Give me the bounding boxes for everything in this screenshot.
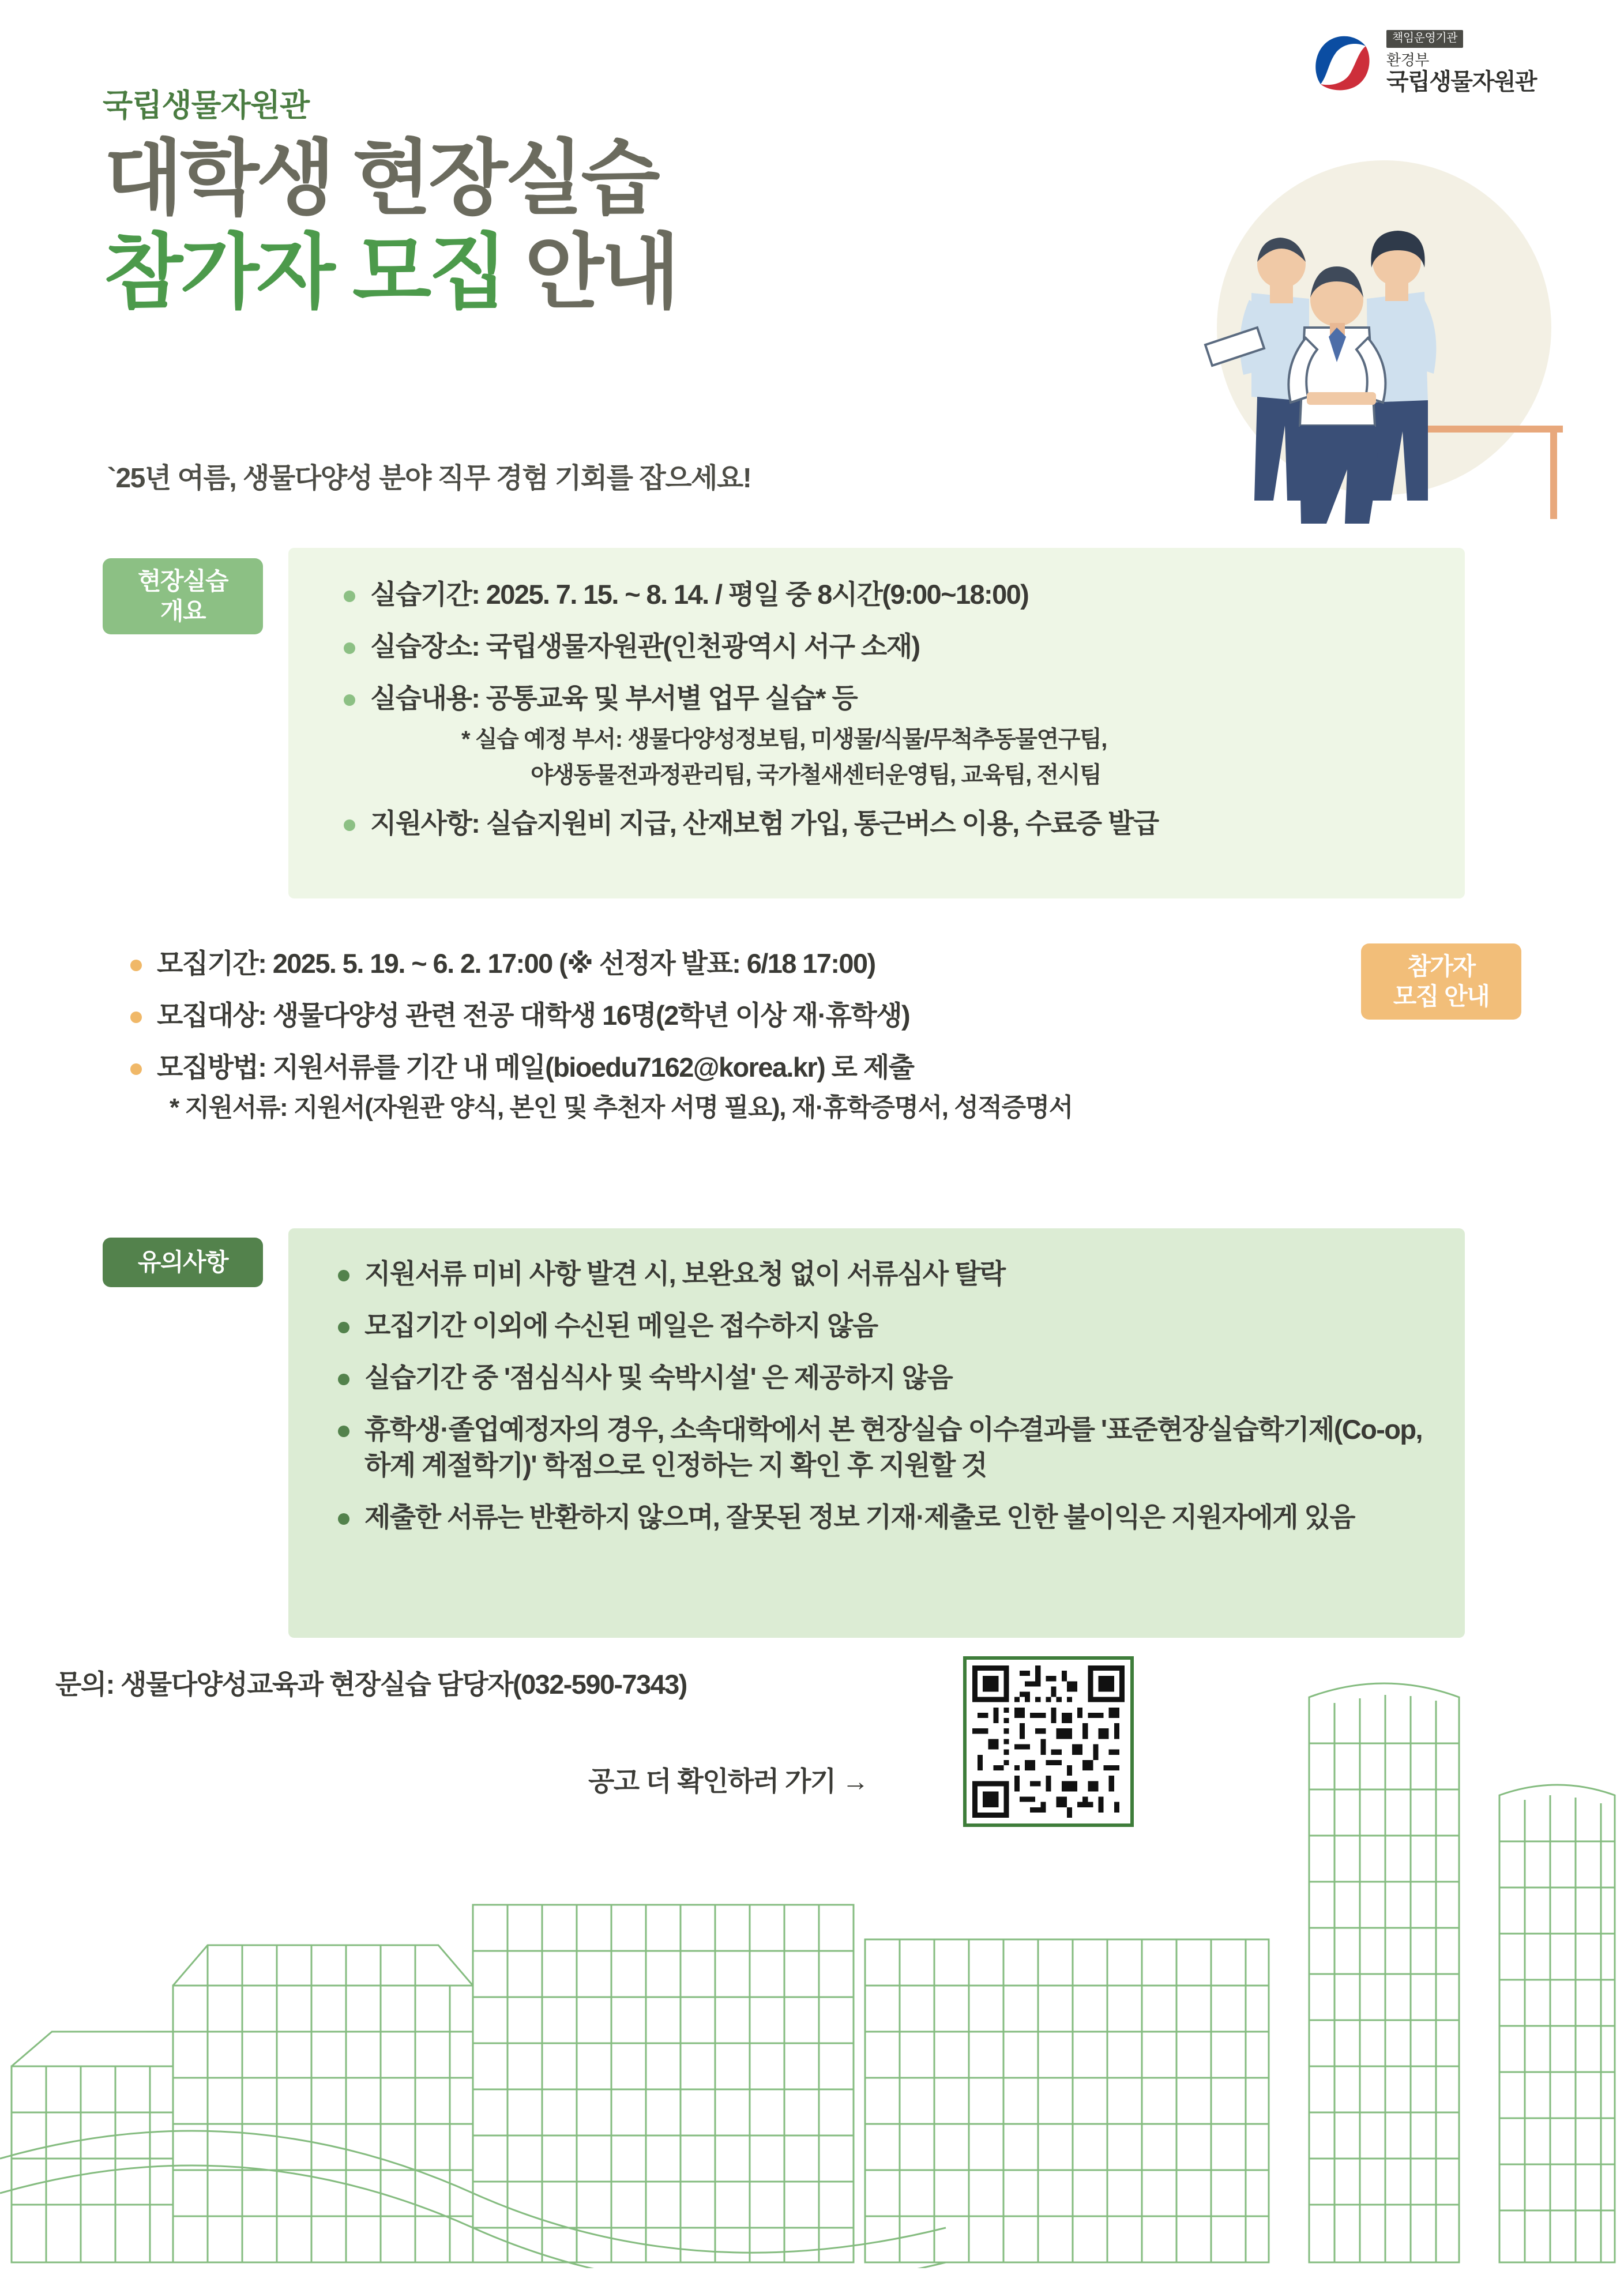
list-item: 실습기간 중 '점심식사 및 숙박시설' 은 제공하지 않음 — [334, 1360, 1453, 1396]
gov-agency: 국립생물자원관 — [1386, 69, 1536, 95]
list-item: 지원서류 미비 사항 발견 시, 보완요청 없이 서류심사 탈락 — [334, 1256, 1453, 1292]
qr-call-to-action: 공고 더 확인하러 가기 → — [588, 1766, 869, 1796]
overview-tag — [103, 558, 263, 634]
notice-tag — [103, 1238, 263, 1287]
list-item: 제출한 서류는 반환하지 않으며, 잘못된 정보 기재·제출로 인한 불이익은 지원자에게 있음 — [334, 1499, 1453, 1535]
department-note-line-2: 야생동물전과정관리팀, 국가철새센터운영팀, 교육팀, 전시팀 — [531, 762, 1102, 788]
list-item: 실습장소: 국립생물자원관(인천광역시 서구 소재) — [340, 629, 1453, 664]
list-item — [127, 1050, 1315, 1085]
recruit-tag-line-2: 모집 안내 — [1393, 983, 1490, 1010]
list-item: 모집기간 이외에 수신된 메일은 접수하지 않음 — [334, 1308, 1453, 1344]
list-item: 지원사항: 실습지원비 지급, 산재보험 가입, 통근버스 이용, 수료증 발급 — [340, 806, 1453, 841]
poster-title — [104, 133, 1113, 318]
recruit-tag — [1361, 943, 1521, 1020]
department-note-line-1: * 실습 예정 부서: 생물다양성정보팀, 미생물/식물/무척추동물연구팀, — [461, 727, 1107, 753]
notice-tag-label: 유의사항 — [137, 1248, 228, 1276]
notice-list — [334, 1256, 1453, 1551]
overview-tag-line-1: 현장실습 — [137, 567, 228, 595]
list-item: 휴학생·졸업예정자의 경우, 소속대학에서 본 현장실습 이수결과를 '표준현장실습학기제(Co-op, 하계 계절학기)' 학점으로 인정하는 지 확인 후 지원할 것 — [334, 1412, 1453, 1483]
list-item: 실습기간: 2025. 7. 15. ~ 8. 14. / 평일 중 8시간(9:00~18:00) — [340, 577, 1453, 612]
list-item — [340, 680, 1453, 716]
application-documents-note: * 지원서류: 지원서(자원관 양식, 본인 및 추천자 서명 필요), 재·휴학증명서, 성적증명서 — [170, 1093, 1073, 1122]
contact-info: 문의: 생물다양성교육과 현장실습 담당자(032-590-7343) — [55, 1669, 687, 1700]
title-line-2-highlight: 참가자 모집 — [104, 227, 505, 319]
list-item: 모집대상: 생물다양성 관련 전공 대학생 16명(2학년 이상 재·휴학생) — [127, 998, 1315, 1033]
recruit-item-3-text: 모집방법: 지원서류를 기간 내 메일(bioedu7162@korea.kr) 로 제출 — [157, 1052, 914, 1083]
students-illustration — [1136, 155, 1574, 570]
recruit-list — [127, 946, 1315, 1125]
overview-item-3-text: 실습내용: 공통교육 및 부서별 업무 실습* 등 — [370, 683, 858, 714]
organization-name: 국립생물자원관 — [103, 88, 310, 123]
recruit-tag-line-1: 참가자 — [1407, 952, 1475, 980]
building-line-art — [0, 1663, 1624, 2268]
government-logo — [1310, 30, 1536, 96]
overview-list — [340, 577, 1453, 858]
list-item: 모집기간: 2025. 5. 19. ~ 6. 2. 17:00 (※ 선정자 발표: 6/18 17:00) — [127, 946, 1315, 982]
taegeuk-icon — [1310, 31, 1374, 95]
title-line-2-rest: 안내 — [505, 227, 678, 319]
overview-tag-line-2: 개요 — [160, 597, 206, 625]
gov-ministry: 환경부 — [1386, 51, 1429, 69]
poster-subtitle: `25년 여름, 생물다양성 분야 직무 경험 기회를 잡으세요! — [107, 463, 751, 494]
title-line-1: 대학생 현장실습 — [104, 133, 657, 224]
gov-badge: 책임운영기관 — [1386, 30, 1463, 48]
